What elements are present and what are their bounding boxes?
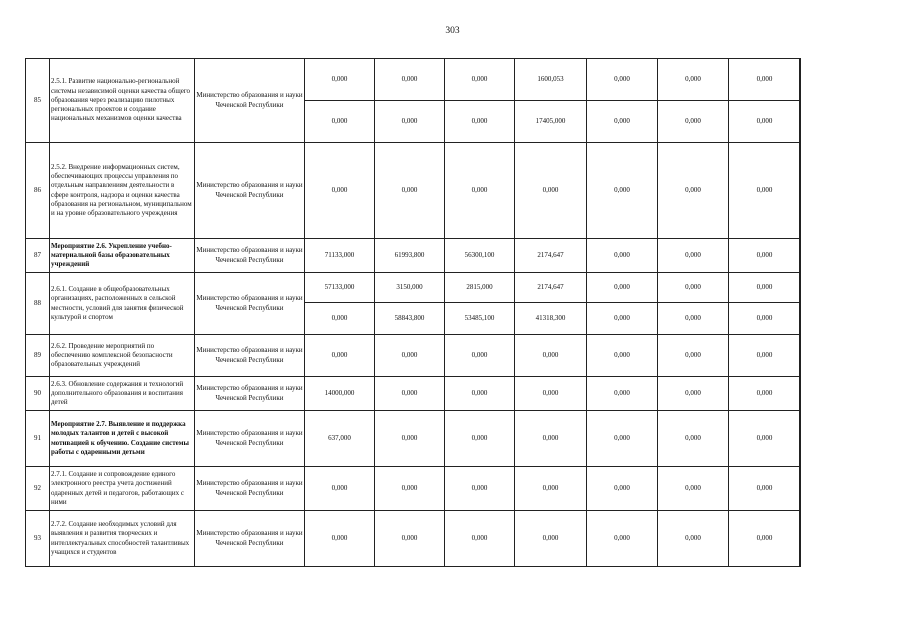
funding-value: 53485,100 — [445, 303, 515, 335]
row-number: 87 — [26, 239, 50, 273]
funding-value: 0,000 — [658, 273, 729, 303]
funding-value: 58843,800 — [375, 303, 445, 335]
funding-value: 0,000 — [305, 101, 375, 143]
measure-name: 2.7.2. Создание необходимых условий для выявления и развития творческих и интеллектуальных способностей талантливых учащихся и студентов — [50, 511, 195, 567]
page-number: 303 — [445, 26, 460, 36]
funding-value: 0,000 — [587, 59, 658, 101]
row-number: 88 — [26, 273, 50, 335]
row-number: 92 — [26, 467, 50, 511]
funding-value: 0,000 — [658, 335, 729, 377]
funding-value: 0,000 — [587, 273, 658, 303]
funding-value: 0,000 — [445, 411, 515, 467]
funding-value: 0,000 — [658, 143, 729, 239]
row-number: 91 — [26, 411, 50, 467]
measure-name: 2.5.1. Развитие национально-региональной системы независимой оценки качества общего образования через реализацию пилотных региональных проектов и создание национальных механизмов оценки качества — [50, 59, 195, 143]
funding-value: 41318,300 — [515, 303, 587, 335]
funding-value: 0,000 — [658, 411, 729, 467]
funding-value: 0,000 — [375, 467, 445, 511]
responsible-organization: Министерство образования и науки Чеченской Республики — [195, 239, 305, 273]
row-number: 86 — [26, 143, 50, 239]
funding-value: 0,000 — [445, 467, 515, 511]
responsible-organization: Министерство образования и науки Чеченской Республики — [195, 511, 305, 567]
funding-value: 0,000 — [729, 335, 801, 377]
budget-table — [25, 58, 801, 567]
responsible-organization: Министерство образования и науки Чеченской Республики — [195, 143, 305, 239]
funding-value: 0,000 — [729, 411, 801, 467]
funding-value: 71133,000 — [305, 239, 375, 273]
funding-value: 0,000 — [305, 303, 375, 335]
funding-value: 3150,000 — [375, 273, 445, 303]
funding-value: 0,000 — [729, 273, 801, 303]
responsible-organization: Министерство образования и науки Чеченской Республики — [195, 411, 305, 467]
measure-name: Мероприятие 2.7. Выявление и поддержка молодых талантов и детей с высокой мотивацией к обучению. Создание системы работы с одаренными детьми — [50, 411, 195, 467]
funding-value: 0,000 — [729, 101, 801, 143]
row-number: 89 — [26, 335, 50, 377]
funding-value: 56300,100 — [445, 239, 515, 273]
funding-value: 0,000 — [375, 411, 445, 467]
table-row — [26, 411, 801, 467]
funding-value: 0,000 — [658, 239, 729, 273]
funding-value: 0,000 — [587, 303, 658, 335]
table-row — [26, 377, 801, 411]
funding-value: 2174,647 — [515, 273, 587, 303]
funding-value: 0,000 — [375, 511, 445, 567]
funding-value: 0,000 — [515, 335, 587, 377]
measure-name: 2.6.2. Проведение мероприятий по обеспечению комплексной безопасности образовательных учреждений — [50, 335, 195, 377]
funding-value: 0,000 — [305, 143, 375, 239]
funding-value: 637,000 — [305, 411, 375, 467]
funding-value: 0,000 — [587, 377, 658, 411]
funding-value: 0,000 — [445, 143, 515, 239]
funding-value: 0,000 — [305, 335, 375, 377]
funding-value: 0,000 — [445, 511, 515, 567]
responsible-organization: Министерство образования и науки Чеченской Республики — [195, 467, 305, 511]
funding-value: 0,000 — [445, 101, 515, 143]
funding-value: 0,000 — [729, 239, 801, 273]
table-row — [26, 467, 801, 511]
funding-value: 0,000 — [729, 467, 801, 511]
funding-value: 0,000 — [305, 59, 375, 101]
funding-value: 0,000 — [445, 335, 515, 377]
responsible-organization: Министерство образования и науки Чеченской Республики — [195, 59, 305, 143]
responsible-organization: Министерство образования и науки Чеченской Республики — [195, 273, 305, 335]
funding-value: 0,000 — [587, 143, 658, 239]
table-row — [26, 335, 801, 377]
funding-value: 0,000 — [587, 335, 658, 377]
funding-value: 0,000 — [729, 511, 801, 567]
funding-value: 17405,000 — [515, 101, 587, 143]
funding-value: 0,000 — [445, 59, 515, 101]
funding-value: 57133,000 — [305, 273, 375, 303]
responsible-organization: Министерство образования и науки Чеченской Республики — [195, 335, 305, 377]
measure-name: Мероприятие 2.6. Укрепление учебно-материальной базы образовательных учреждений — [50, 239, 195, 273]
funding-value: 0,000 — [515, 411, 587, 467]
funding-value: 0,000 — [305, 511, 375, 567]
funding-value: 0,000 — [658, 467, 729, 511]
row-number: 90 — [26, 377, 50, 411]
funding-value: 0,000 — [729, 303, 801, 335]
funding-value: 2815,000 — [445, 273, 515, 303]
funding-value: 0,000 — [305, 467, 375, 511]
funding-value: 0,000 — [515, 377, 587, 411]
funding-value: 0,000 — [729, 143, 801, 239]
funding-value: 0,000 — [587, 411, 658, 467]
funding-value: 0,000 — [515, 467, 587, 511]
funding-value: 0,000 — [375, 377, 445, 411]
funding-value: 0,000 — [729, 377, 801, 411]
funding-value: 0,000 — [658, 303, 729, 335]
funding-value: 0,000 — [375, 143, 445, 239]
funding-value: 0,000 — [375, 335, 445, 377]
funding-value: 14000,000 — [305, 377, 375, 411]
funding-value: 2174,647 — [515, 239, 587, 273]
funding-value: 0,000 — [729, 59, 801, 101]
measure-name: 2.6.3. Обновление содержания и технологий дополнительного образования и воспитания детей — [50, 377, 195, 411]
funding-value: 0,000 — [658, 377, 729, 411]
funding-value: 0,000 — [658, 511, 729, 567]
responsible-organization: Министерство образования и науки Чеченской Республики — [195, 377, 305, 411]
funding-value: 61993,800 — [375, 239, 445, 273]
row-number: 93 — [26, 511, 50, 567]
funding-value: 0,000 — [375, 101, 445, 143]
measure-name: 2.5.2. Внедрение информационных систем, обеспечивающих процессы управления по отдельным направлениям деятельности в сфере контроля, надзора и оценки качества образования на региональном, муниципальном и на уровне образовательного учреждения — [50, 143, 195, 239]
funding-value: 0,000 — [375, 59, 445, 101]
funding-value: 0,000 — [587, 511, 658, 567]
funding-value: 0,000 — [445, 377, 515, 411]
funding-value: 0,000 — [587, 467, 658, 511]
measure-name: 2.7.1. Создание и сопровождение единого электронного реестра учета достижений одаренных детей и педагогов, работающих с ними — [50, 467, 195, 511]
measure-name: 2.6.1. Создание в общеобразовательных организациях, расположенных в сельской местности, условий для занятия физической культурой и спортом — [50, 273, 195, 335]
funding-value: 0,000 — [587, 101, 658, 143]
funding-value: 0,000 — [515, 511, 587, 567]
table-row — [26, 143, 801, 239]
row-number: 85 — [26, 59, 50, 143]
funding-value: 1600,053 — [515, 59, 587, 101]
table-row — [26, 59, 801, 101]
table-row — [26, 511, 801, 567]
funding-value: 0,000 — [587, 239, 658, 273]
table-row — [26, 239, 801, 273]
funding-value: 0,000 — [515, 143, 587, 239]
funding-value: 0,000 — [658, 101, 729, 143]
funding-value: 0,000 — [658, 59, 729, 101]
table-row — [26, 273, 801, 303]
